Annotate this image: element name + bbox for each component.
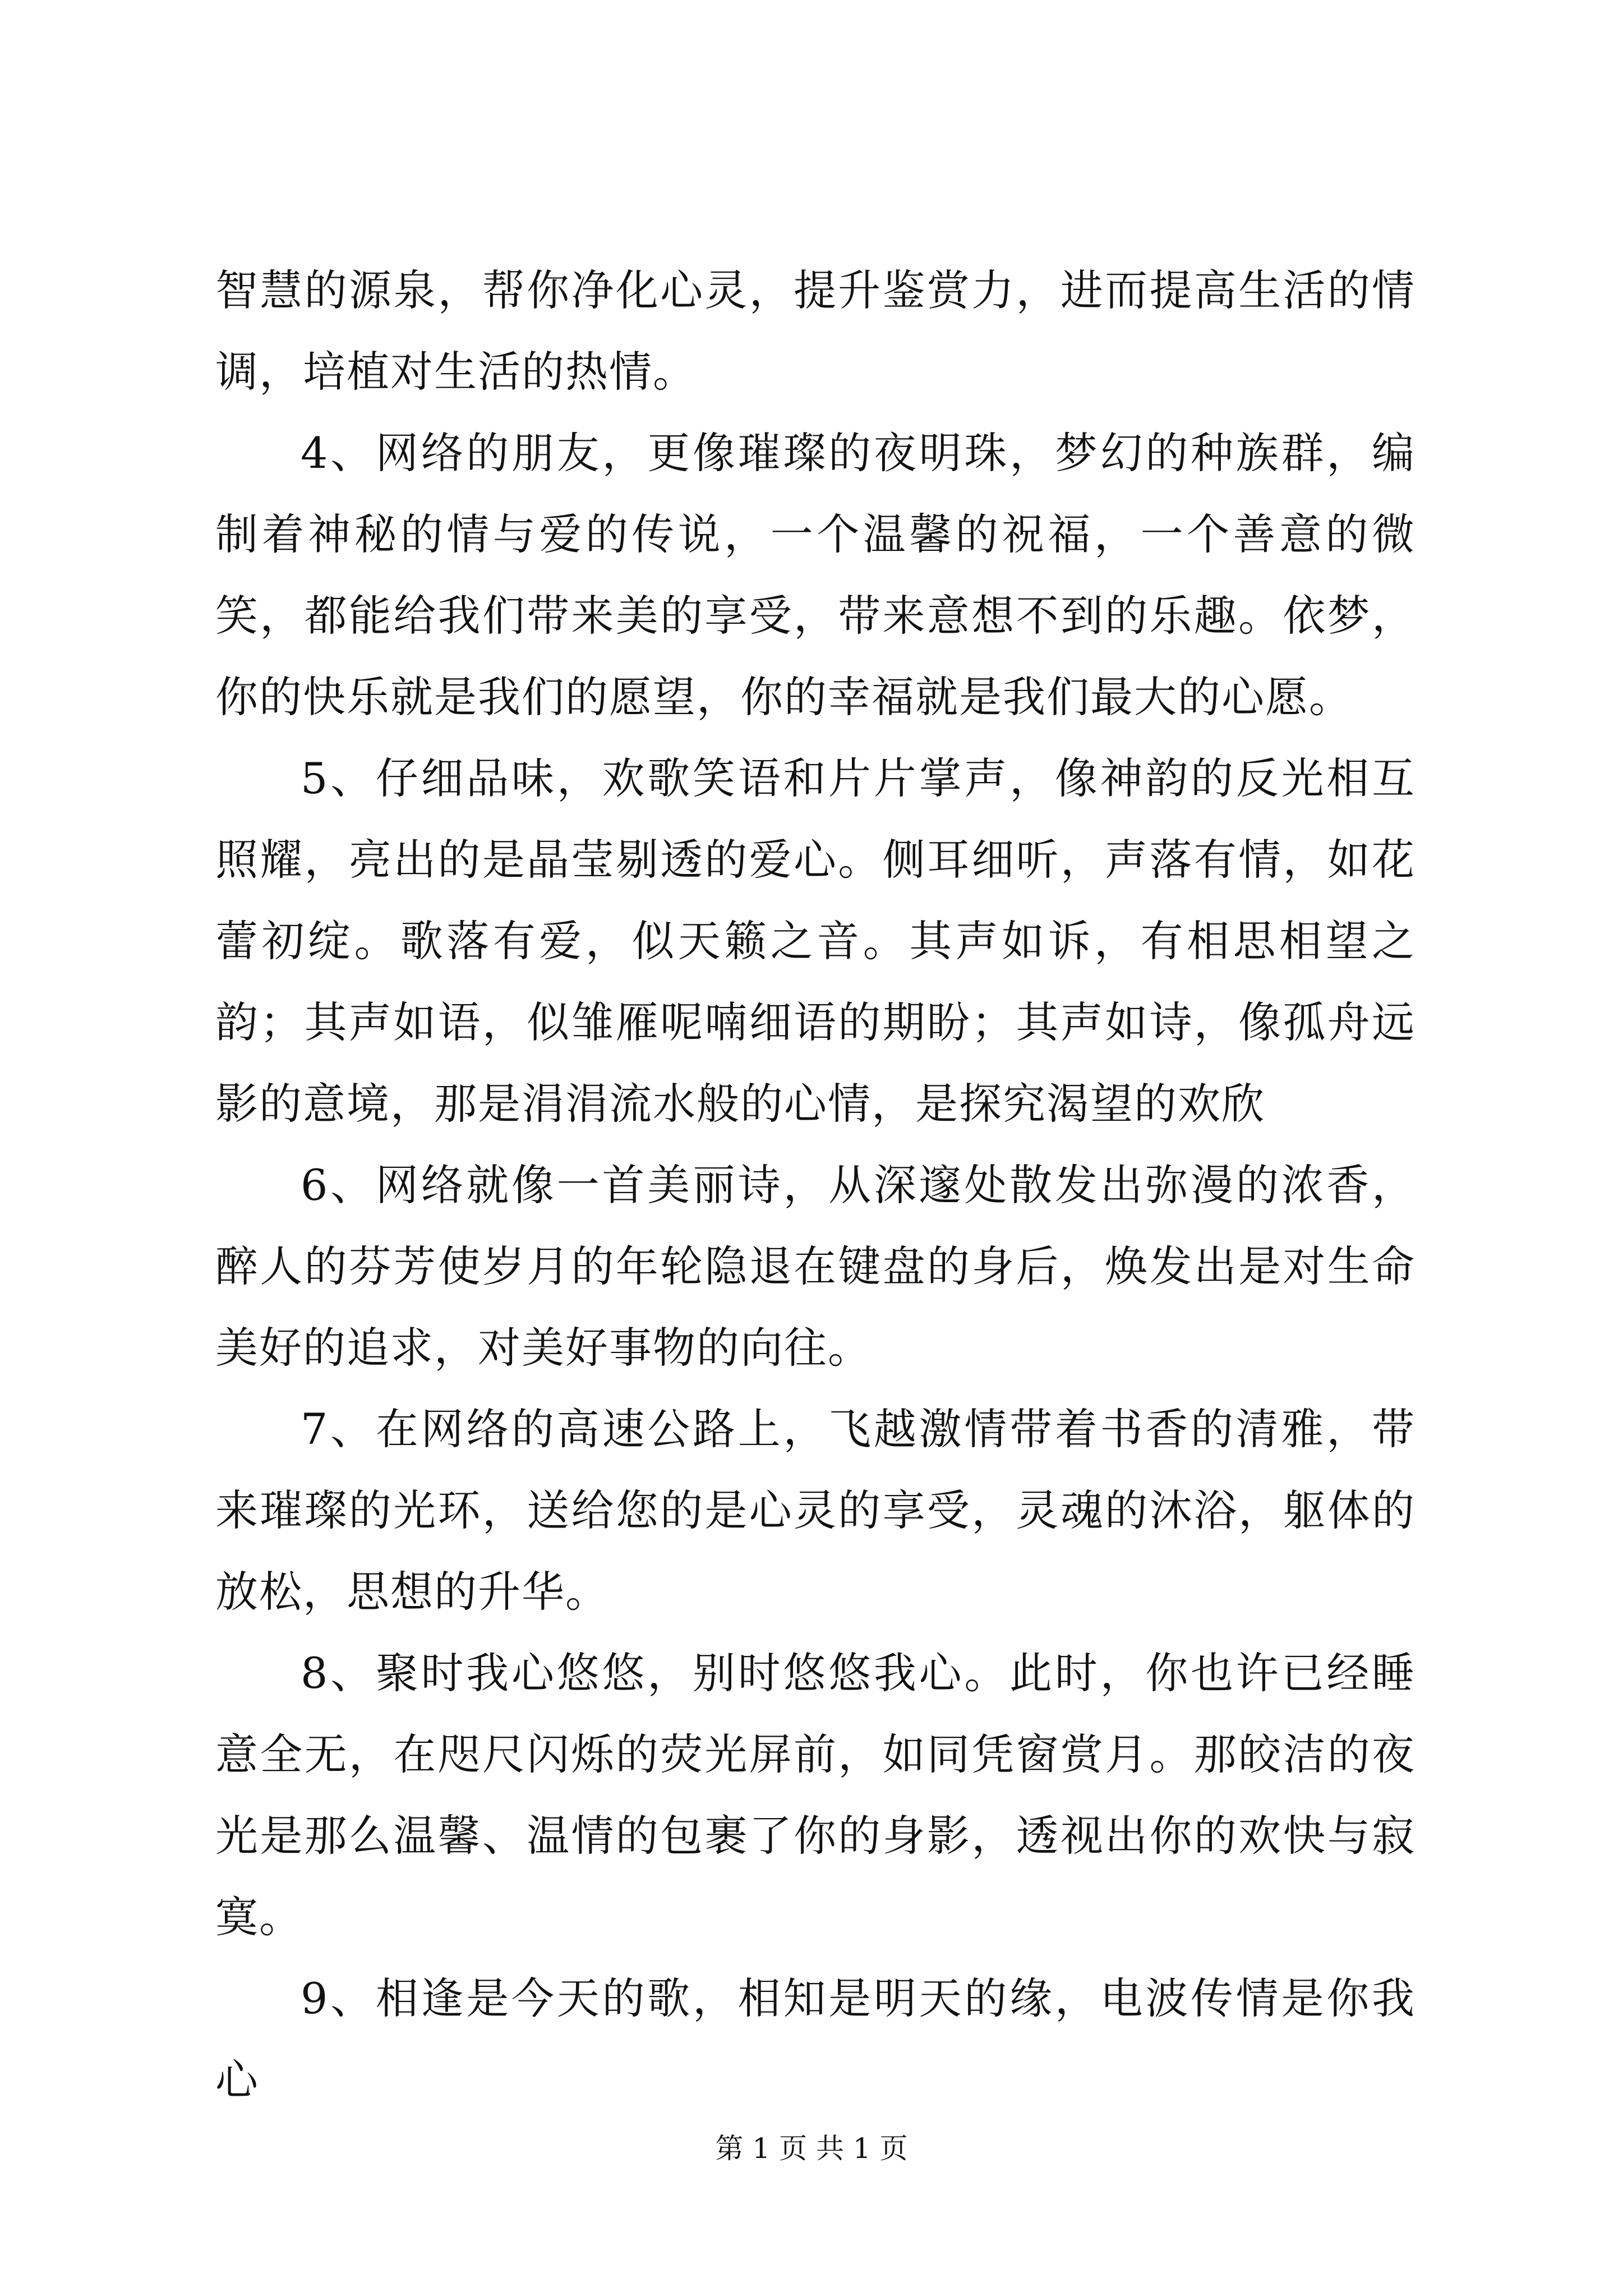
paragraph-item-6: 6、网络就像一首美丽诗，从深邃处散发出弥漫的浓香，醉人的芬芳使岁月的年轮隐退在键盘的身后，焕发出是对生命美好的追求，对美好事物的向往。 bbox=[215, 1160, 1415, 1373]
paragraph-item-5: 5、仔细品味，欢歌笑语和片片掌声，像神韵的反光相互照耀，亮出的是晶莹剔透的爱心。侧耳细听，声落有情，如花蕾初绽。歌落有爱，似天籁之音。其声如诉，有相思相望之韵；其声如语，似雏雁呢喃细语的期盼；其声如诗，像孤舟远影的意境，那是涓涓流水般的心情，是探究渴望的欢欣 bbox=[215, 753, 1415, 1129]
paragraph-continuation: 智慧的源泉，帮你净化心灵，提升鉴赏力，进而提高生活的情调，培植对生活的热情。 bbox=[215, 265, 1415, 397]
paragraph-item-7: 7、在网络的高速公路上，飞越激情带着书香的清雅，带来璀璨的光环，送给您的是心灵的享受，灵魂的沐浴，躯体的放松，思想的升华。 bbox=[215, 1404, 1415, 1617]
paragraph-item-9: 9、相逢是今天的歌，相知是明天的缘，电波传情是你我心 bbox=[215, 1973, 1415, 2105]
document-body bbox=[215, 250, 1415, 2120]
paragraph-item-8: 8、聚时我心悠悠，别时悠悠我心。此时，你也许已经睡意全无，在咫尺闪烁的荧光屏前，如同凭窗赏月。那皎洁的夜光是那么温馨、温情的包裹了你的身影，透视出你的欢快与寂寞。 bbox=[215, 1648, 1415, 1942]
page-number-footer: 第 1 页 共 1 页 bbox=[715, 2132, 908, 2165]
paragraph-item-4: 4、网络的朋友，更像璀璨的夜明珠，梦幻的种族群，编制着神秘的情与爱的传说，一个温馨的祝福，一个善意的微笑，都能给我们带来美的享受，带来意想不到的乐趣。依梦，你的快乐就是我们的愿望，你的幸福就是我们最大的心愿。 bbox=[215, 428, 1415, 722]
